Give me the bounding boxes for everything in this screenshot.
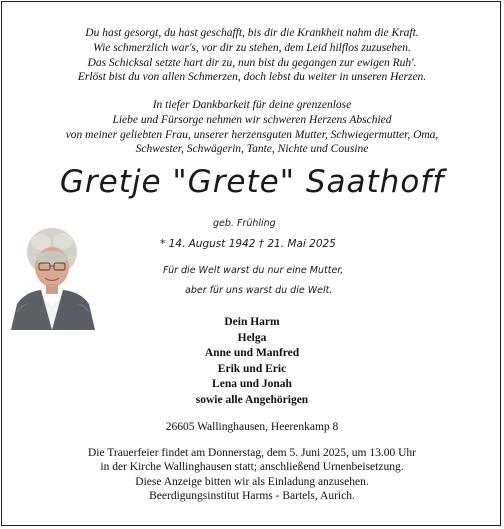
poem-line: Du hast gesorgt, du hast geschafft, bis dir die Krankheit nahm die Kraft.: [85, 27, 419, 39]
funeral-line: Diese Anzeige bitten wir als Einladung anzusehen.: [135, 475, 369, 488]
poem-line: Erlöst bist du von allen Schmerzen, doch lebst du weiter in unseren Herzen.: [77, 71, 427, 84]
quote-line: Für die Welt warst du nur eine Mutter,: [163, 265, 344, 276]
deceased-name: Gretje "Grete" Saathoff: [59, 164, 445, 200]
farewell-line: Schwester, Schwägerin, Tante, Nichte und Cousine: [135, 143, 369, 156]
mourner: Anne und Manfred: [204, 347, 300, 360]
poem: [0, 26, 504, 85]
poem-line: Das Schicksal setzte hart dir zu, nun bist du gegangen zur ewigen Ruh'.: [87, 56, 417, 69]
address: 26605 Wallinghausen, Heerenkamp 8: [165, 421, 339, 433]
mourner: Dein Harm: [224, 316, 280, 328]
mourner: sowie alle Angehörigen: [195, 393, 309, 406]
poem-line: Wie schmerzlich war's, vor dir zu stehen, dem Leid hilflos zuzusehen.: [93, 41, 411, 54]
quote-line: aber für uns warst du die Welt.: [185, 285, 333, 296]
mourners-list: [0, 315, 504, 409]
farewell-text: [0, 98, 504, 157]
farewell-line: von meiner geliebten Frau, unserer herzensguten Mutter, Schwiegermutter, Oma,: [65, 128, 439, 141]
farewell-line: In tiefer Dankbarkeit für deine grenzenlose: [152, 99, 352, 111]
farewell-line: Liebe und Fürsorge nehmen wir schweren Herzens Abschied: [112, 113, 392, 126]
funeral-line: Beerdigungsinstitut Harms - Bartels, Aurich.: [149, 490, 355, 503]
mourner: Erik und Eric: [217, 362, 287, 375]
funeral-line: in der Kirche Wallinghausen statt; anschließend Urnenbeisetzung.: [100, 461, 404, 474]
life-dates: * 14. August 1942 † 21. Mai 2025: [160, 238, 336, 250]
portrait-photo: [11, 222, 95, 330]
funeral-info: [0, 446, 504, 504]
birth-name: geb. Frühling: [213, 218, 276, 229]
mourner: Lena und Jonah: [212, 378, 292, 391]
mourner: Helga: [237, 331, 267, 344]
funeral-line: Die Trauerfeier findet am Donnerstag, dem 5. Juni 2025, um 13.00 Uhr: [87, 447, 416, 459]
